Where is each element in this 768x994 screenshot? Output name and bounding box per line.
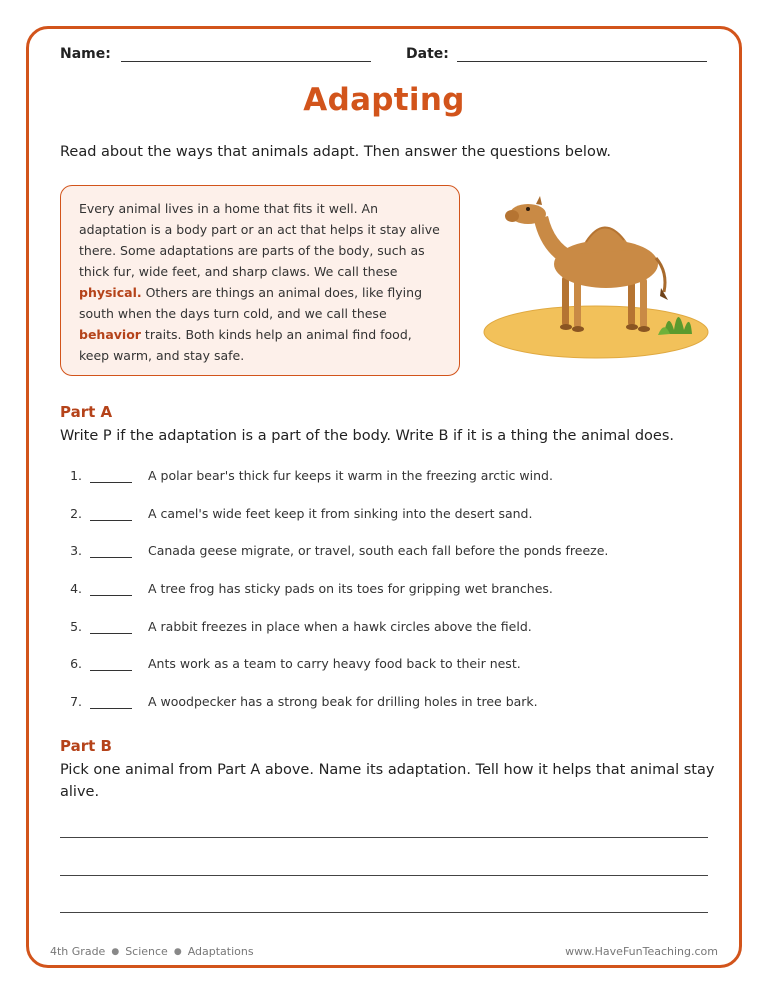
footer-grade: 4th Grade (50, 945, 106, 958)
question-text: A tree frog has sticky pads on its toes for gripping wet branches. (148, 581, 553, 596)
question-row (60, 581, 720, 601)
question-row (60, 656, 720, 676)
answer-line[interactable] (60, 912, 708, 913)
question-number: 4. (70, 581, 82, 596)
date-label: Date: (406, 46, 449, 62)
footer-topic: Adaptations (187, 945, 254, 958)
bullet-icon: ● (111, 947, 120, 957)
answer-blank[interactable] (90, 482, 132, 483)
page-title: Adapting (303, 82, 465, 118)
question-number: 6. (70, 656, 82, 671)
question-text: Ants work as a team to carry heavy food back to their nest. (148, 656, 521, 671)
passage-text-1: Every animal lives in a home that fits it well. An adaptation is a body part or an act that helps it stay alive there. Some adaptations are parts of the body, such as thick fur, wide feet, and sharp claws. We call these (79, 201, 440, 279)
question-text: A camel's wide feet keep it from sinking into the desert sand. (148, 506, 533, 521)
answer-blank[interactable] (90, 708, 132, 709)
answer-blank[interactable] (90, 670, 132, 671)
question-number: 3. (70, 543, 82, 558)
answer-blank[interactable] (90, 595, 132, 596)
question-row (60, 619, 720, 639)
part-a-heading: Part A (60, 403, 113, 421)
intro-instructions: Read about the ways that animals adapt. Then answer the questions below. (60, 144, 611, 160)
answer-blank[interactable] (90, 520, 132, 521)
question-text: A woodpecker has a strong beak for drilling holes in tree bark. (148, 694, 538, 709)
footer-website: www.HaveFunTeaching.com (565, 945, 718, 958)
name-label: Name: (60, 46, 111, 62)
part-b-heading: Part B (60, 737, 112, 755)
part-b-instructions-line2: alive. (60, 784, 100, 800)
answer-blank[interactable] (90, 557, 132, 558)
question-number: 7. (70, 694, 82, 709)
question-row (60, 543, 720, 563)
page-border (26, 26, 742, 968)
name-field[interactable] (121, 61, 371, 62)
answer-line[interactable] (60, 837, 708, 838)
question-text: A rabbit freezes in place when a hawk circles above the field. (148, 619, 532, 634)
camel-illustration (478, 192, 714, 364)
question-text: Canada geese migrate, or travel, south each fall before the ponds freeze. (148, 543, 609, 558)
answer-line[interactable] (60, 875, 708, 876)
question-text: A polar bear's thick fur keeps it warm in the freezing arctic wind. (148, 468, 553, 483)
answer-blank[interactable] (90, 633, 132, 634)
term-physical: physical. (79, 285, 142, 300)
part-b-instructions-line1: Pick one animal from Part A above. Name its adaptation. Tell how it helps that animal stay (60, 762, 715, 778)
term-behavior: behavior (79, 327, 141, 342)
question-number: 5. (70, 619, 82, 634)
question-number: 2. (70, 506, 82, 521)
reading-passage (60, 185, 460, 376)
passage-text-3: traits. Both kinds help an animal find food, keep warm, and stay safe. (79, 327, 412, 363)
footer-subject: Science (125, 945, 168, 958)
date-field[interactable] (457, 61, 707, 62)
footer-breadcrumb (50, 945, 254, 958)
bullet-icon: ● (173, 947, 182, 957)
question-row (60, 468, 720, 488)
passage-text-2: Others are things an animal does, like flying south when the days turn cold, and we call these (79, 285, 423, 321)
question-number: 1. (70, 468, 82, 483)
question-row (60, 506, 720, 526)
question-row (60, 694, 720, 714)
part-a-instructions: Write P if the adaptation is a part of the body. Write B if it is a thing the animal does. (60, 428, 674, 444)
